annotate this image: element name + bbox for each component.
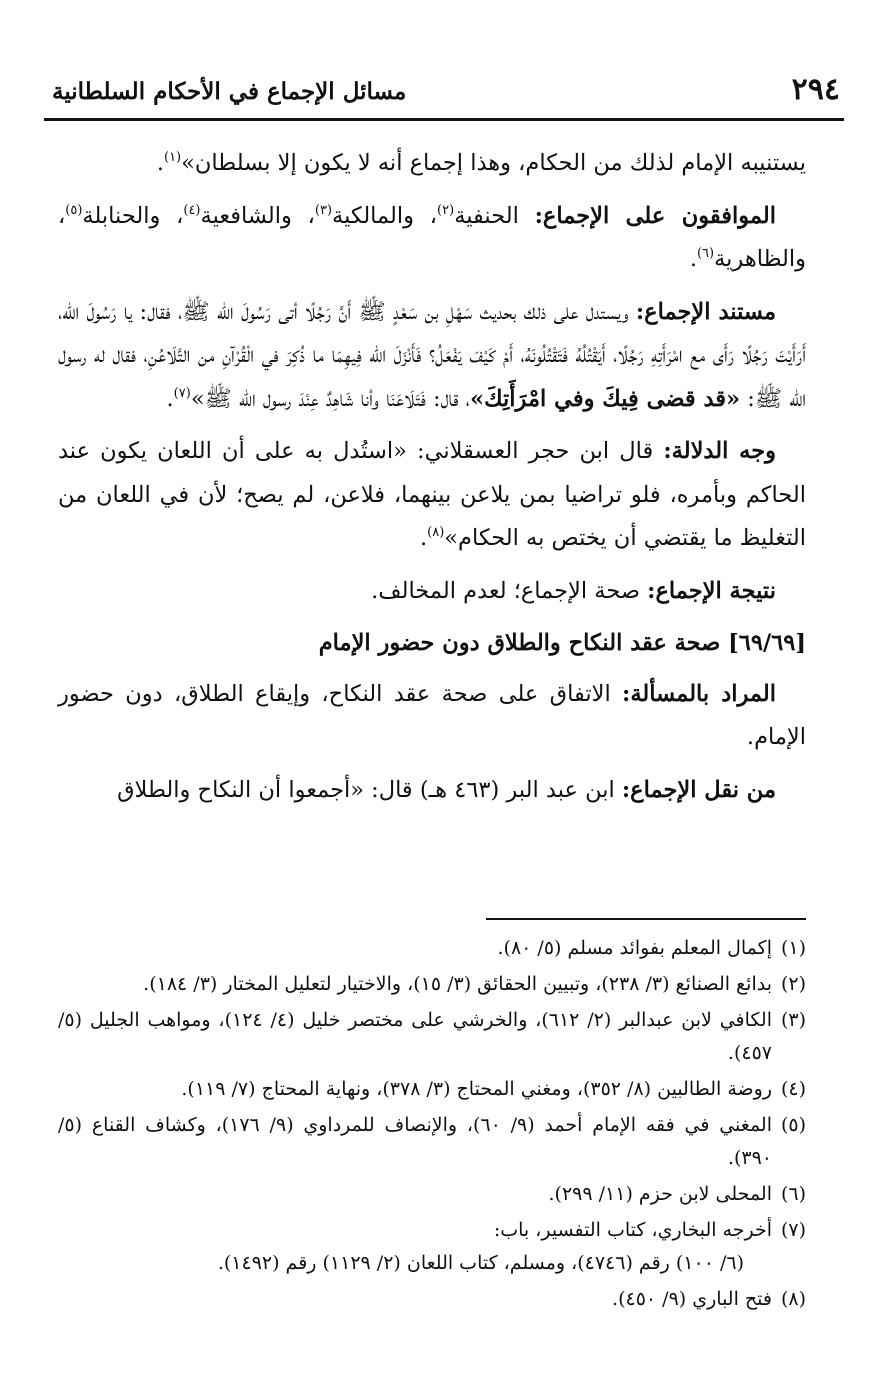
footnote-text: أخرجه البخاري، كتاب التفسير، باب: [493,1219,772,1241]
paragraph-label: الموافقون على الإجماع: [534,202,776,229]
footnote-number: (٣) [780,1009,806,1031]
paragraph-label: من نقل الإجماع: [621,776,776,803]
paragraph-text: ، والحنابلة [82,202,184,229]
footnote-separator [486,918,806,920]
running-title: مسائل الإجماع في الأحكام السلطانية [52,78,407,105]
footnote-number: (٤) [780,1078,806,1100]
paragraph-text: ، والظاهرية [58,202,806,272]
footnote [58,1178,806,1211]
footnote-ref[interactable]: (٢) [437,202,455,218]
footnote-text: إكمال المعلم بفوائد مسلم (٥/ ٨٠). [497,937,772,959]
footnote-text: بدائع الصنائع (٣/ ٢٣٨)، وتبيين الحقائق (٣/ ١٥)، والاختيار لتعليل المختار (٣/ ١٨٤). [143,973,772,995]
punctuation: . [419,525,428,551]
paragraph-label: وجه الدلالة: [663,438,776,464]
footnote-continuation: (٦/ ١٠٠) رقم (٤٧٤٦)، ومسلم، كتاب اللعان (٢/ ١١٢٩) رقم (١٤٩٢). [217,1252,744,1274]
paragraph-text: ، قال: فَتَلَاعَنَا وأنا شَاهِدٌ عِنْدَ رسول الله ﷺ» [190,385,470,412]
paragraph-continuation [58,142,806,186]
footnote-number: (٥) [780,1114,806,1136]
footnote-number: (٧) [780,1219,806,1241]
footnote-number: (١) [780,937,806,959]
paragraph-text: الاتفاق على صحة عقد النكاح، وإيقاع الطلاق، دون حضور الإمام. [58,680,806,750]
punctuation: . [166,385,174,412]
footnote [58,932,806,965]
book-page [44,0,844,1389]
footnote-text: المغني في فقه الإمام أحمد (٩/ ٦٠)، والإنصاف للمرداوي (٩/ ١٧٦)، وكشاف القناع (٥/ ٣٩٠). [58,1114,772,1169]
paragraph-text: صحة الإجماع؛ لعدم المخالف. [371,577,648,604]
paragraph-text: الحنفية [454,202,535,229]
paragraph-meaning [58,673,806,760]
paragraph-text: يستنيبه الإمام لذلك من الحكام، وهذا إجماع أنه لا يكون إلا بسلطان» [181,150,806,176]
footnote-number: (٨) [780,1288,806,1310]
footnote [58,1073,806,1106]
section-heading: [٦٩/٦٩] صحة عقد النكاح والطلاق دون حضور الإمام [318,630,806,656]
footnote-ref[interactable]: (٦) [696,246,715,261]
footnote-number: (٦) [780,1183,806,1205]
footnote-ref[interactable]: (١) [163,150,182,165]
hadith-quote: «قد قضى فِيكَ وفي امْرَأَتِكَ» [470,385,741,412]
paragraph-agreeing [58,195,806,282]
paragraph-basis [58,291,806,422]
footnote-ref[interactable]: (٤) [183,202,201,218]
footnote [58,1004,806,1070]
footnote-text: روضة الطالبين (٨/ ٣٥٢)، ومغني المحتاج (٣/ ٣٧٨)، ونهاية المحتاج (٧/ ١١٩). [181,1078,772,1100]
footnote-number: (٢) [780,973,806,995]
footnote-ref[interactable]: (٧) [173,385,191,401]
paragraph-label: نتيجة الإجماع: [647,577,776,604]
paragraph-label: مستند الإجماع: [635,298,776,325]
footnote [58,1109,806,1175]
paragraph-text: قال ابن حجر العسقلاني: «استُدل به على أن اللعان يكون عند الحاكم وبأمره، فلو تراضيا بمن يلاعن بينهما، فلاعن، لم يصح؛ لأن في اللعان من التغليظ ما يقتضي أن يختص به الحكام» [58,438,806,551]
footnote [58,1283,806,1316]
paragraph-result [58,570,806,614]
header-rule [44,118,844,121]
footnote-ref[interactable]: (٨) [427,525,445,540]
footnote-text: الكافي لابن عبدالبر (٢/ ٦١٢)، والخرشي على مختصر خليل (٤/ ١٢٤)، ومواهب الجليل (٥/ ٤٥٧). [58,1009,772,1064]
punctuation: . [689,246,697,272]
footnote-ref[interactable]: (٣) [314,202,333,218]
paragraph-text: ابن عبد البر (٤٦٣ هـ) قال: «أجمعوا أن النكاح والطلاق [117,776,622,803]
page-header [44,70,844,124]
paragraph-transmitters [58,769,806,813]
paragraph-text: ويستدل على ذلك بحديث سَهْلِ بن سَعْدٍ ﷺ أَنَّ رَجُلًا أتى رَسُولَ الله ﷺ، فقال: يا رَسُولَ الله، أَرَأَيْتَ رَجُلًا رَأَى مع امْرَأَتِهِ رَجُلًا، أَيَقْتُلُهُ فَتَقْتُلُونَهُ، أَمْ كَيْفَ يَفْعَلُ؟ فَأَنْزَلَ الله فِيهِمَا ما ذُكِرَ في الْقُرْآنِ من التَّلَاعُنِ، فقال له رسول الله ﷺ: [58,298,806,412]
page-number: ٢٩٤ [791,72,840,107]
footnote-text: فتح الباري (٩/ ٤٥٠). [612,1288,772,1310]
footnotes [58,932,806,1319]
footnote [58,968,806,1001]
paragraph-text: ، والمالكية [332,202,438,229]
footnote-text: المحلى لابن حزم (١١/ ٢٩٩). [548,1183,772,1205]
footnote-ref[interactable]: (٥) [65,202,83,218]
paragraph-text: ، والشافعية [200,202,315,229]
paragraph-evidence [58,430,806,561]
punctuation: . [156,150,164,176]
main-text [58,142,806,821]
paragraph-label: المراد بالمسألة: [622,680,776,707]
footnote [58,1214,806,1280]
